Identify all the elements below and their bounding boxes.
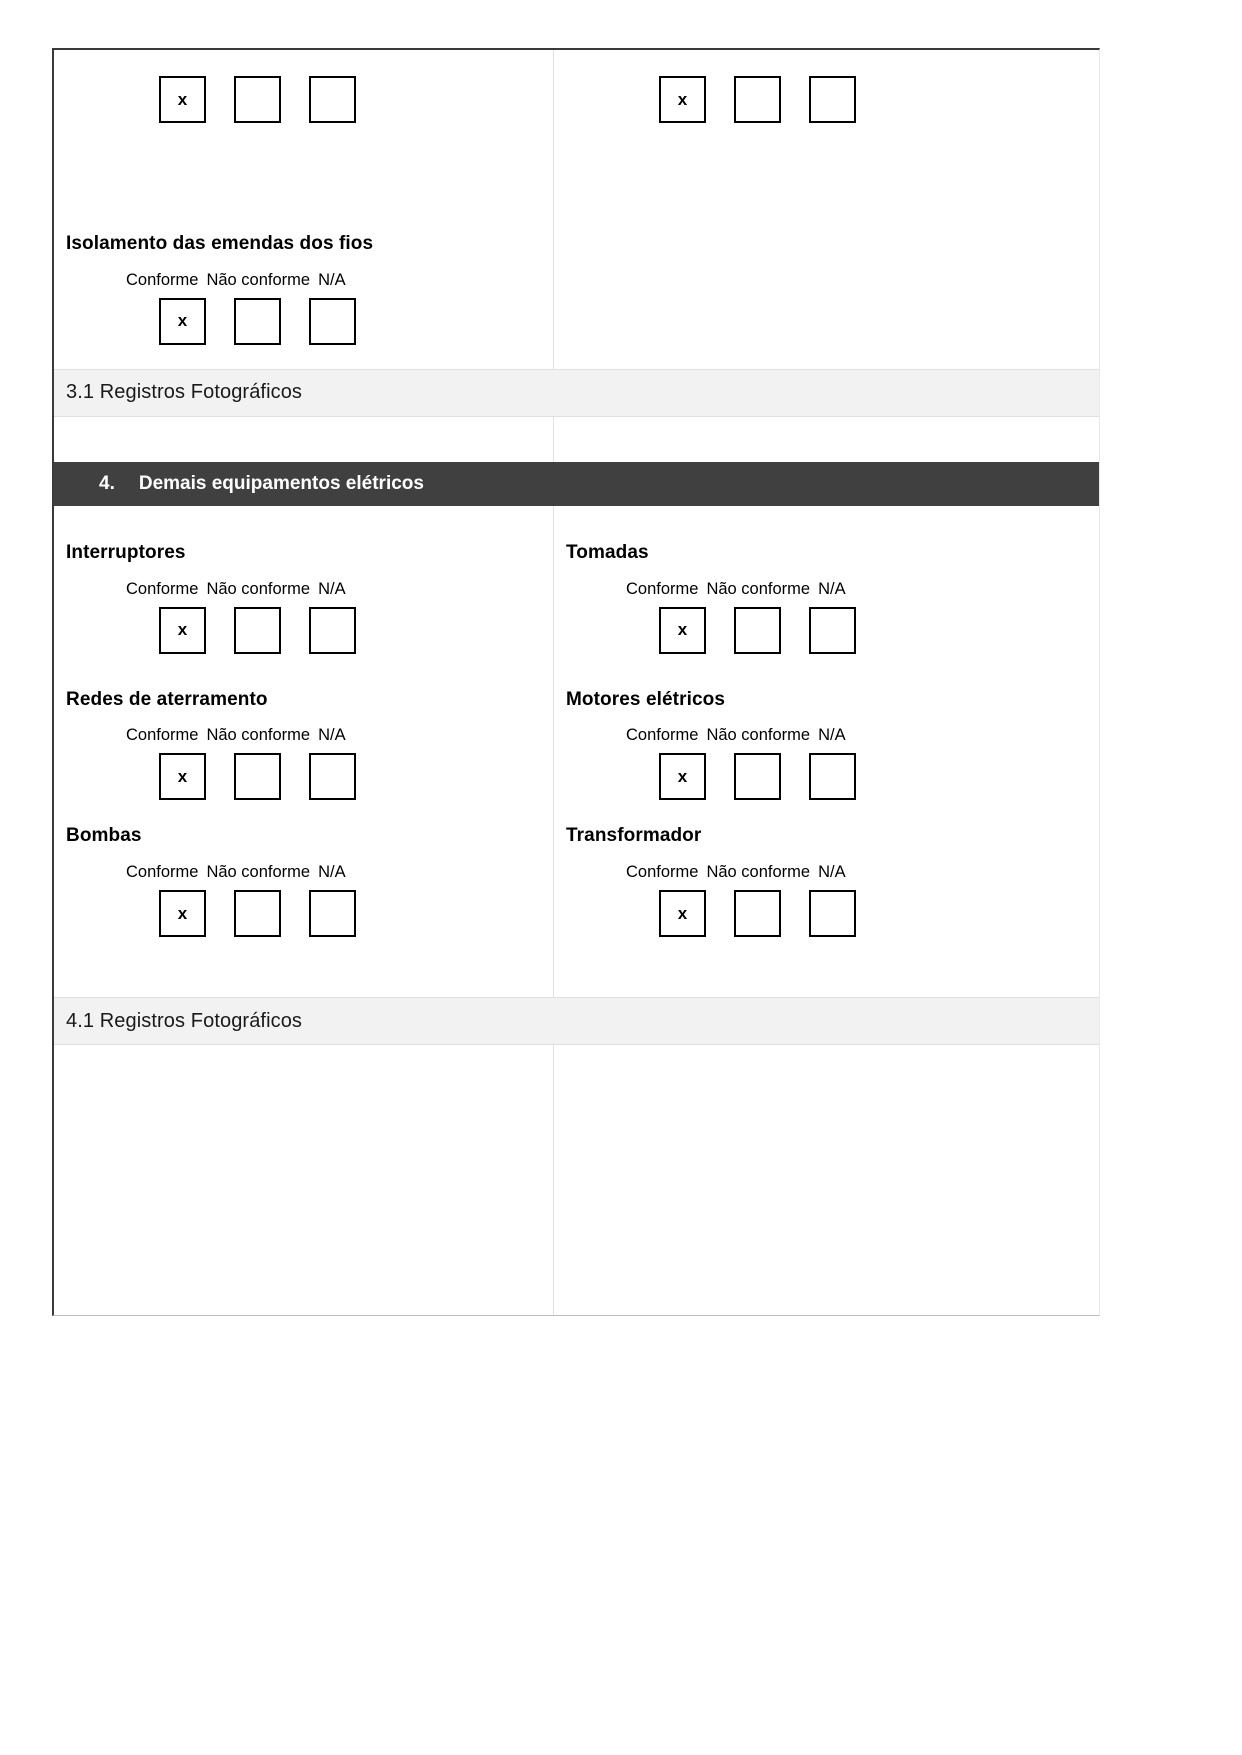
option-label-nao-conforme: Não conforme <box>206 726 311 745</box>
checkbox-conforme[interactable]: x <box>659 76 706 123</box>
option-label-conforme: Conforme <box>126 726 199 745</box>
top-continuation-right-checkgroup <box>554 76 1099 123</box>
top-continuation-left-checkgroup <box>54 76 553 123</box>
checkbox-na[interactable] <box>309 890 356 937</box>
section-4-body <box>54 506 1099 997</box>
checkbox-nao-conforme[interactable] <box>734 753 781 800</box>
option-label-nao-conforme: Não conforme <box>206 270 311 289</box>
checkbox-conforme[interactable]: x <box>159 298 206 345</box>
checkbox-nao-conforme[interactable] <box>734 890 781 937</box>
option-label-na: N/A <box>318 270 346 289</box>
option-label-conforme: Conforme <box>626 579 699 598</box>
option-label-nao-conforme: Não conforme <box>206 579 311 598</box>
photo-area-4-1 <box>54 1045 1099 1315</box>
check-item-motores-eletricos <box>554 689 1099 801</box>
checkbox-row <box>54 76 553 123</box>
photo-area-4-1-right <box>554 1045 1099 1315</box>
checkbox-nao-conforme[interactable] <box>234 298 281 345</box>
checkbox-row <box>54 890 553 937</box>
checkbox-na[interactable] <box>809 76 856 123</box>
option-label-na: N/A <box>318 863 346 882</box>
photo-records-label: 4.1 Registros Fotográficos <box>66 1009 303 1032</box>
top-continuation-right-cell <box>554 50 1099 369</box>
checkbox-na[interactable] <box>809 607 856 654</box>
checkbox-nao-conforme[interactable] <box>234 76 281 123</box>
section-4-left-cell <box>54 506 554 997</box>
checkbox-na[interactable] <box>309 298 356 345</box>
section-header-4 <box>54 462 1099 506</box>
checkbox-na[interactable] <box>309 76 356 123</box>
option-label-na: N/A <box>818 863 846 882</box>
checkbox-nao-conforme[interactable] <box>734 76 781 123</box>
checkbox-row <box>554 890 1099 937</box>
section-number: 4. <box>99 472 115 494</box>
option-label-na: N/A <box>318 726 346 745</box>
item-title: Motores elétricos <box>566 688 726 710</box>
options-labels <box>54 580 553 599</box>
checkbox-row <box>554 607 1099 654</box>
options-labels <box>54 271 553 290</box>
checkbox-conforme[interactable]: x <box>159 607 206 654</box>
item-title: Transformador <box>566 825 702 847</box>
item-title: Bombas <box>66 825 142 847</box>
top-continuation-row <box>54 50 1099 369</box>
option-label-conforme: Conforme <box>126 270 199 289</box>
option-label-na: N/A <box>818 579 846 598</box>
option-label-nao-conforme: Não conforme <box>706 726 811 745</box>
checkbox-row <box>554 76 1099 123</box>
check-item-tomadas <box>554 542 1099 654</box>
options-labels <box>554 580 1099 599</box>
photo-records-band-4-1 <box>54 997 1099 1045</box>
option-label-conforme: Conforme <box>126 579 199 598</box>
checkbox-row <box>54 753 553 800</box>
item-title: Interruptores <box>66 541 186 563</box>
section-4-right-cell <box>554 506 1099 997</box>
checkbox-na[interactable] <box>809 753 856 800</box>
checkbox-row <box>554 753 1099 800</box>
options-labels <box>54 726 553 745</box>
checkbox-na[interactable] <box>809 890 856 937</box>
checkbox-conforme[interactable]: x <box>659 753 706 800</box>
checkbox-nao-conforme[interactable] <box>734 607 781 654</box>
options-labels <box>554 726 1099 745</box>
checkbox-conforme[interactable]: x <box>659 890 706 937</box>
checkbox-conforme[interactable]: x <box>659 607 706 654</box>
check-item-isolamento-emendas <box>54 233 553 345</box>
option-label-conforme: Conforme <box>626 863 699 882</box>
check-item-bombas <box>54 825 553 937</box>
checkbox-na[interactable] <box>309 607 356 654</box>
option-label-na: N/A <box>318 579 346 598</box>
option-label-conforme: Conforme <box>126 863 199 882</box>
option-label-nao-conforme: Não conforme <box>706 863 811 882</box>
checkbox-conforme[interactable]: x <box>159 890 206 937</box>
top-continuation-left-cell <box>54 50 554 369</box>
checkbox-nao-conforme[interactable] <box>234 607 281 654</box>
photo-records-label: 3.1 Registros Fotográficos <box>66 381 303 404</box>
checkbox-conforme[interactable]: x <box>159 753 206 800</box>
item-title: Tomadas <box>566 541 649 563</box>
option-label-nao-conforme: Não conforme <box>206 863 311 882</box>
option-label-na: N/A <box>818 726 846 745</box>
checkbox-row <box>54 298 553 345</box>
check-item-transformador <box>554 825 1099 937</box>
item-title: Isolamento das emendas dos fios <box>66 233 374 254</box>
check-item-interruptores <box>54 542 553 654</box>
inspection-form-table <box>52 48 1100 1316</box>
photo-records-band-3-1 <box>54 369 1099 417</box>
checkbox-nao-conforme[interactable] <box>234 753 281 800</box>
checkbox-row <box>54 607 553 654</box>
option-label-conforme: Conforme <box>626 726 699 745</box>
item-title: Redes de aterramento <box>66 688 268 710</box>
photo-area-3-1 <box>54 417 1099 462</box>
photo-area-4-1-left <box>54 1045 554 1315</box>
checkbox-nao-conforme[interactable] <box>234 890 281 937</box>
section-title: Demais equipamentos elétricos <box>138 472 424 494</box>
photo-area-3-1-right <box>554 417 1099 462</box>
photo-area-3-1-left <box>54 417 554 462</box>
check-item-redes-aterramento <box>54 689 553 801</box>
checkbox-na[interactable] <box>309 753 356 800</box>
options-labels <box>554 863 1099 882</box>
option-label-nao-conforme: Não conforme <box>706 579 811 598</box>
options-labels <box>54 863 553 882</box>
checkbox-conforme[interactable]: x <box>159 76 206 123</box>
